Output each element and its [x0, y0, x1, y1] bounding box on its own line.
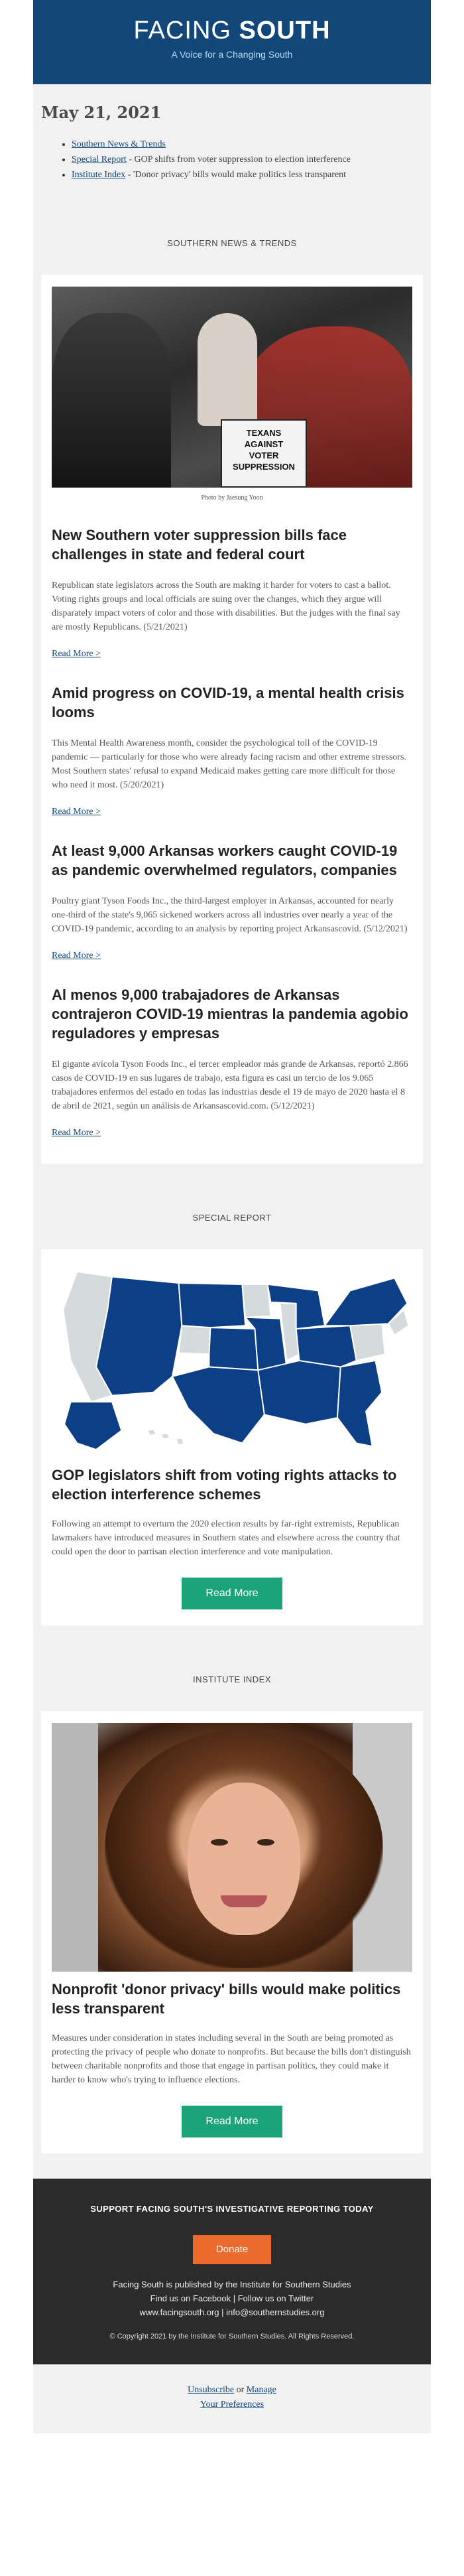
- support-heading: SUPPORT FACING SOUTH'S INVESTIGATIVE REPORTING TODAY: [90, 2204, 374, 2214]
- footer: [33, 2179, 431, 2364]
- photo-eye: [211, 1839, 228, 1846]
- toc-item: [72, 167, 423, 182]
- read-more-link[interactable]: Read More >: [52, 951, 101, 961]
- donate-button[interactable]: Donate: [193, 2235, 271, 2264]
- us-map-svg: [52, 1261, 412, 1457]
- section-label-special-report: SPECIAL REPORT: [192, 1213, 272, 1223]
- state-hawaii: [147, 1429, 184, 1444]
- preferences-line: [33, 2398, 431, 2412]
- photo-face: [188, 1783, 300, 1935]
- separator: |: [231, 2293, 238, 2303]
- institute-index-body: Measures under consideration in states including several in the South are being promoted as protecting the privacy of people who donate to nonprofits. But because the bills don't distinguish between charitable nonprofits and those that engage in partisan politics, they could make it harder to know who's trying to influence elections.: [52, 2033, 411, 2085]
- toc-description: - GOP shifts from voter suppression to election interference: [126, 155, 351, 165]
- section-label-news: SOUTHERN NEWS & TRENDS: [167, 238, 297, 248]
- state-ohio-valley: [296, 1325, 357, 1367]
- institute-index-title[interactable]: Nonprofit 'donor privacy' bills would make politics less transparent: [52, 1981, 401, 2017]
- social-line: [46, 2291, 418, 2305]
- twitter-link[interactable]: Twitter: [288, 2293, 314, 2303]
- toc-item: [72, 137, 423, 152]
- preferences-link[interactable]: Your Preferences: [200, 2400, 264, 2409]
- sign-line: TEXANS: [246, 428, 282, 438]
- separator: |: [219, 2307, 227, 2317]
- masthead: [33, 0, 431, 84]
- story-body: Republican state legislators across the South are making it harder for voters to cast a ballot. Voting rights groups and local officials are suing over the changes, which they argue will disparately impact voters of color and those with disabilities. But the judges with the final say are mostly Republicans. (5/21/2021): [52, 580, 400, 632]
- tagline: A Voice for a Changing South: [171, 49, 293, 60]
- protest-sign: [221, 419, 307, 488]
- state-mid-atlantic: [350, 1322, 385, 1360]
- sign-line: SUPPRESSION: [233, 462, 295, 472]
- story: [52, 841, 412, 979]
- publisher-line: Facing South is published by the Institute for Southern Studies: [113, 2279, 351, 2289]
- section-label-institute-index: INSTITUTE INDEX: [192, 1674, 271, 1684]
- portrait-photo[interactable]: [52, 1723, 412, 1972]
- unsubscribe-line: [33, 2383, 431, 2398]
- logo-text-facing: FACING: [133, 17, 231, 44]
- news-card: [41, 275, 423, 1164]
- toc-item: [72, 152, 423, 167]
- photo-eye: [257, 1839, 274, 1846]
- photo-background: [52, 1723, 98, 1972]
- state-south-central: [258, 1361, 341, 1424]
- photo-crowd-left: [52, 313, 171, 488]
- story-title[interactable]: Amid progress on COVID-19, a mental health crisis looms: [52, 685, 404, 720]
- state-kansas-ok: [209, 1327, 259, 1370]
- table-of-contents: [41, 137, 423, 182]
- story-title[interactable]: New Southern voter suppression bills face challenges in state and federal court: [52, 527, 347, 563]
- state-alaska: [64, 1402, 121, 1450]
- special-report-title[interactable]: GOP legislators shift from voting rights attacks to election interference schemes: [52, 1467, 397, 1503]
- story-body: El gigante avícola Tyson Foods Inc., el tercer empleador más grande de Arkansas, reportó 2.866 casos de COVID-19 en sus lugares de trabajo, esta figura es casi un tercio de los 9.065 trabajadores enfermos del estado en todas las industrias desde el 19 de mayo de 2020 hasta el 8 de abril de 2021, según un análisis de Arkansascovid.com. (5/12/2021): [52, 1059, 408, 1111]
- unsubscribe-area: [33, 2364, 431, 2433]
- read-more-link[interactable]: Read More >: [52, 807, 101, 817]
- social-prefix: Follow us on: [237, 2293, 289, 2303]
- special-report-card: [41, 1249, 423, 1625]
- toc-link-institute-index[interactable]: Institute Index: [72, 170, 126, 180]
- or-text: or: [234, 2385, 247, 2395]
- sign-line: VOTER: [249, 450, 279, 460]
- email-link[interactable]: info@southernstudies.org: [226, 2307, 325, 2317]
- state-mountain-west: [96, 1276, 182, 1395]
- copyright: © Copyright 2021 by the Institute for Southern Studies. All Rights Reserved.: [109, 2333, 355, 2340]
- read-more-link[interactable]: Read More >: [52, 1128, 101, 1138]
- state-texas: [172, 1367, 264, 1443]
- state-plains: [179, 1283, 246, 1327]
- us-states-map[interactable]: [52, 1261, 412, 1457]
- photo-speaker: [198, 313, 257, 426]
- photo-caption: Photo by Jaesung Yoon: [201, 494, 263, 502]
- social-prefix: Find us on: [150, 2293, 193, 2303]
- toc-link-news[interactable]: Southern News & Trends: [72, 139, 166, 149]
- story: [52, 985, 412, 1141]
- toc-link-special-report[interactable]: Special Report: [72, 155, 127, 165]
- toc-description: - 'Donor privacy' bills would make politics less transparent: [125, 170, 347, 180]
- state-minnesota: [242, 1284, 270, 1318]
- special-report-read-more-button[interactable]: Read More: [182, 1578, 282, 1609]
- read-more-link[interactable]: Read More >: [52, 649, 101, 659]
- story: [52, 683, 412, 835]
- institute-index-card: [41, 1711, 423, 2153]
- website-link[interactable]: www.facingsouth.org: [139, 2307, 219, 2317]
- state-colorado: [179, 1325, 211, 1354]
- protest-photo[interactable]: [52, 287, 412, 488]
- issue-date: May 21, 2021: [41, 103, 162, 122]
- logo-text-south: SOUTH: [239, 17, 331, 44]
- contact-line: [46, 2305, 418, 2319]
- photo-mouth: [221, 1895, 267, 1907]
- story: [52, 525, 412, 677]
- story-body: This Mental Health Awareness month, consider the psychological toll of the COVID-19 pandemic — particularly for those who were already facing racism and other extreme stressors. Most Southern states' refusal to expand Medicaid makes getting care more difficult for those who need it most. (5/20/2021): [52, 738, 406, 790]
- state-southeast: [337, 1361, 382, 1446]
- intro: [33, 84, 431, 189]
- sign-line: AGAINST: [244, 439, 284, 449]
- story-body: Poultry giant Tyson Foods Inc., the third-largest employer in Arkansas, accounted for nearly one-third of the state's 9,065 sickened workers across all industries over nearly a year of the COVID-19 pandemic, according to an analysis by reporting project Arkansascovid. (5/12/2021): [52, 896, 408, 934]
- facebook-link[interactable]: Facebook: [192, 2293, 231, 2303]
- institute-index-read-more-button[interactable]: Read More: [182, 2106, 282, 2137]
- special-report-body: Following an attempt to overturn the 2020 election results by far-right extremists, Republican lawmakers have introduced measures in Southern states and elsewhere across the country that could open the door to partisan election interference and vote manipulation.: [52, 1519, 400, 1557]
- manage-link[interactable]: Manage: [246, 2385, 276, 2395]
- story-title[interactable]: At least 9,000 Arkansas workers caught COVID-19 as pandemic overwhelmed regulators, companies: [52, 843, 398, 878]
- logo[interactable]: [33, 16, 431, 45]
- unsubscribe-link[interactable]: Unsubscribe: [188, 2385, 235, 2395]
- newsletter: [33, 0, 431, 2433]
- story-title[interactable]: Al menos 9,000 trabajadores de Arkansas contrajeron COVID-19 mientras la pandemia agobio reguladores y empresas: [52, 986, 408, 1042]
